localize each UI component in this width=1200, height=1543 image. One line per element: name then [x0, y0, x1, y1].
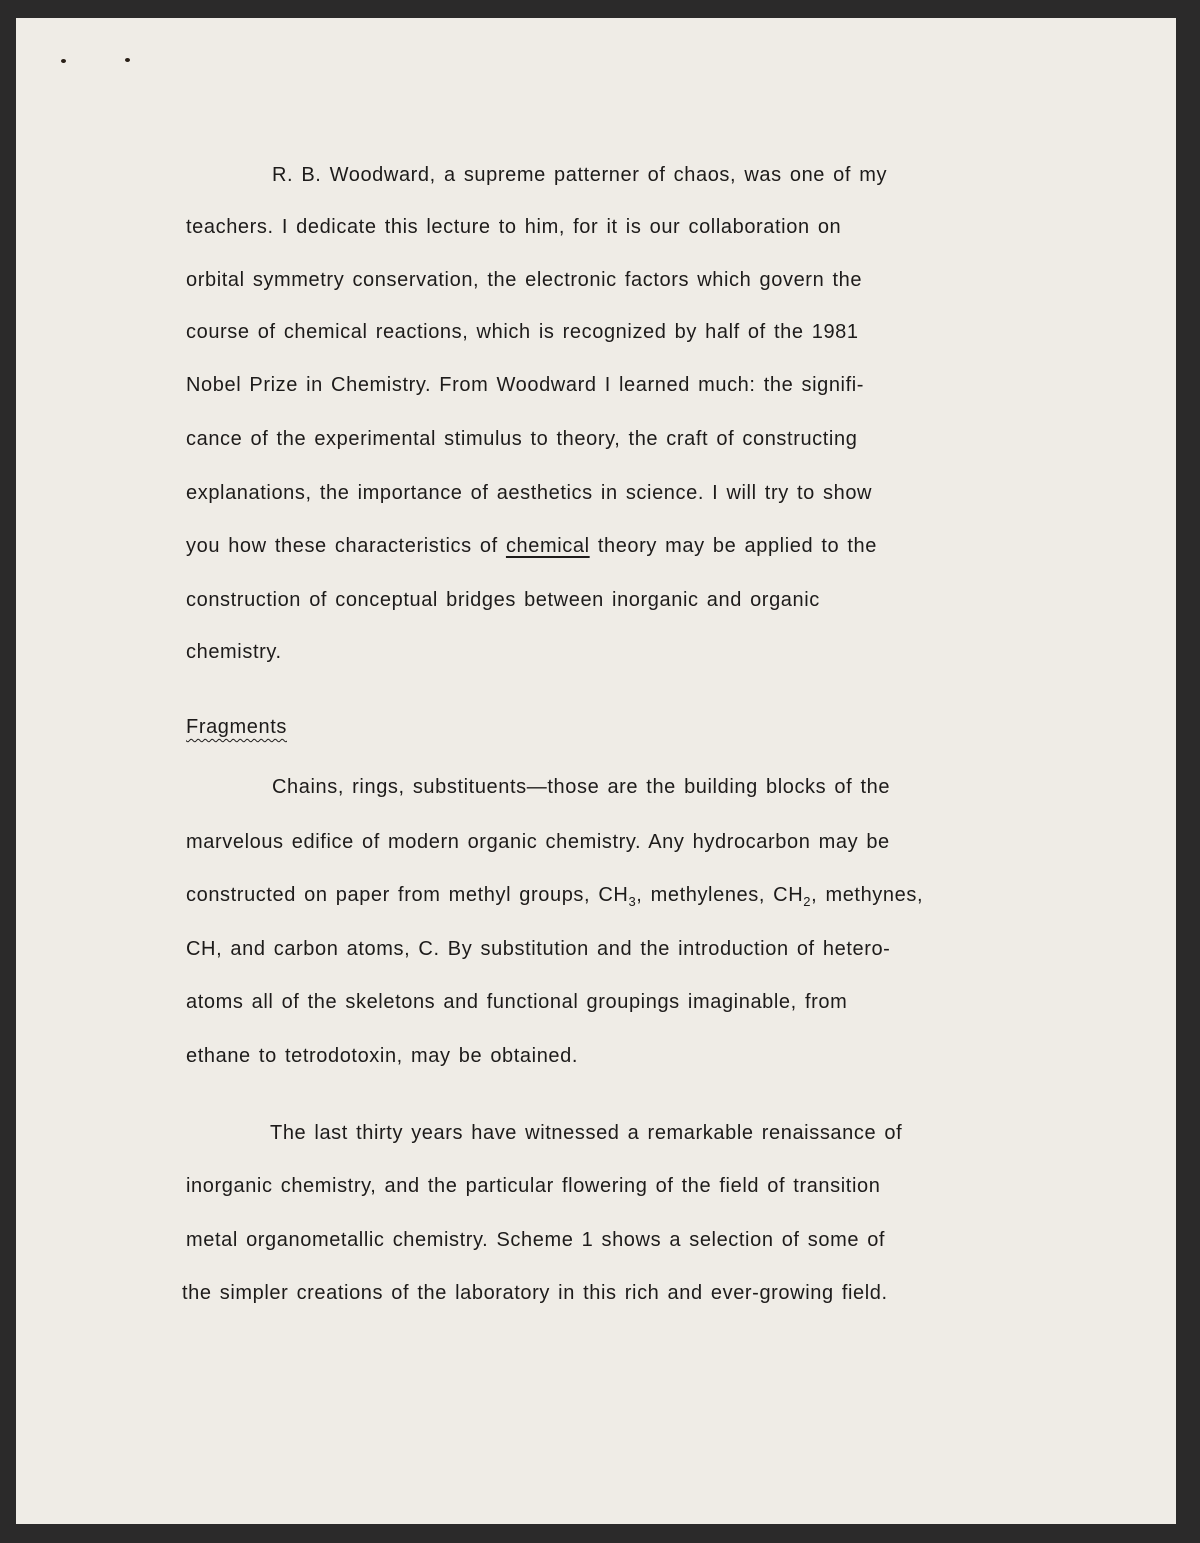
text-line: Chains, rings, substituents—those are the building blocks of the — [272, 776, 891, 798]
text-line: the simpler creations of the laboratory in this rich and ever-growing field. — [182, 1282, 888, 1304]
text-line: The last thirty years have witnessed a remarkable renaissance of — [270, 1122, 903, 1144]
text-line: atoms all of the skeletons and functional groupings imaginable, from — [186, 991, 848, 1013]
text-span: constructed on paper from methyl groups, CH — [186, 884, 629, 906]
text-line: ethane to tetrodotoxin, may be obtained. — [186, 1045, 579, 1067]
text-span: , methylenes, CH — [636, 884, 804, 906]
text-span: , methynes, — [811, 884, 924, 906]
text-line: Nobel Prize in Chemistry. From Woodward I learned much: the signifi- — [186, 374, 865, 396]
text-line: construction of conceptual bridges between inorganic and organic — [186, 589, 820, 611]
text-line: orbital symmetry conservation, the electronic factors which govern the — [186, 269, 863, 291]
text-line — [186, 884, 923, 909]
text-line: course of chemical reactions, which is recognized by half of the 1981 — [186, 321, 859, 343]
text-line: CH, and carbon atoms, C. By substitution and the introduction of hetero- — [186, 938, 891, 960]
text-line: explanations, the importance of aesthetics in science. I will try to show — [186, 482, 873, 504]
text-line: cance of the experimental stimulus to theory, the craft of constructing — [186, 428, 858, 450]
text-span: theory may be applied to the — [589, 535, 877, 557]
text-line: metal organometallic chemistry. Scheme 1 shows a selection of some of — [186, 1229, 886, 1251]
punch-mark — [61, 59, 66, 63]
text-line: inorganic chemistry, and the particular flowering of the field of transition — [186, 1175, 881, 1197]
section-heading: Fragments — [186, 716, 287, 738]
underlined-word: chemical — [505, 535, 590, 557]
subscript: 2 — [803, 894, 812, 909]
text-line: chemistry. — [186, 641, 282, 663]
text-span: you how these characteristics of — [186, 535, 506, 557]
text-line: teachers. I dedicate this lecture to him, for it is our collaboration on — [186, 216, 842, 238]
text-line: marvelous edifice of modern organic chemistry. Any hydrocarbon may be — [186, 831, 890, 853]
punch-mark — [125, 58, 130, 62]
text-line — [186, 535, 877, 558]
text-line: R. B. Woodward, a supreme patterner of chaos, was one of my — [272, 164, 888, 186]
subscript: 3 — [628, 894, 637, 909]
